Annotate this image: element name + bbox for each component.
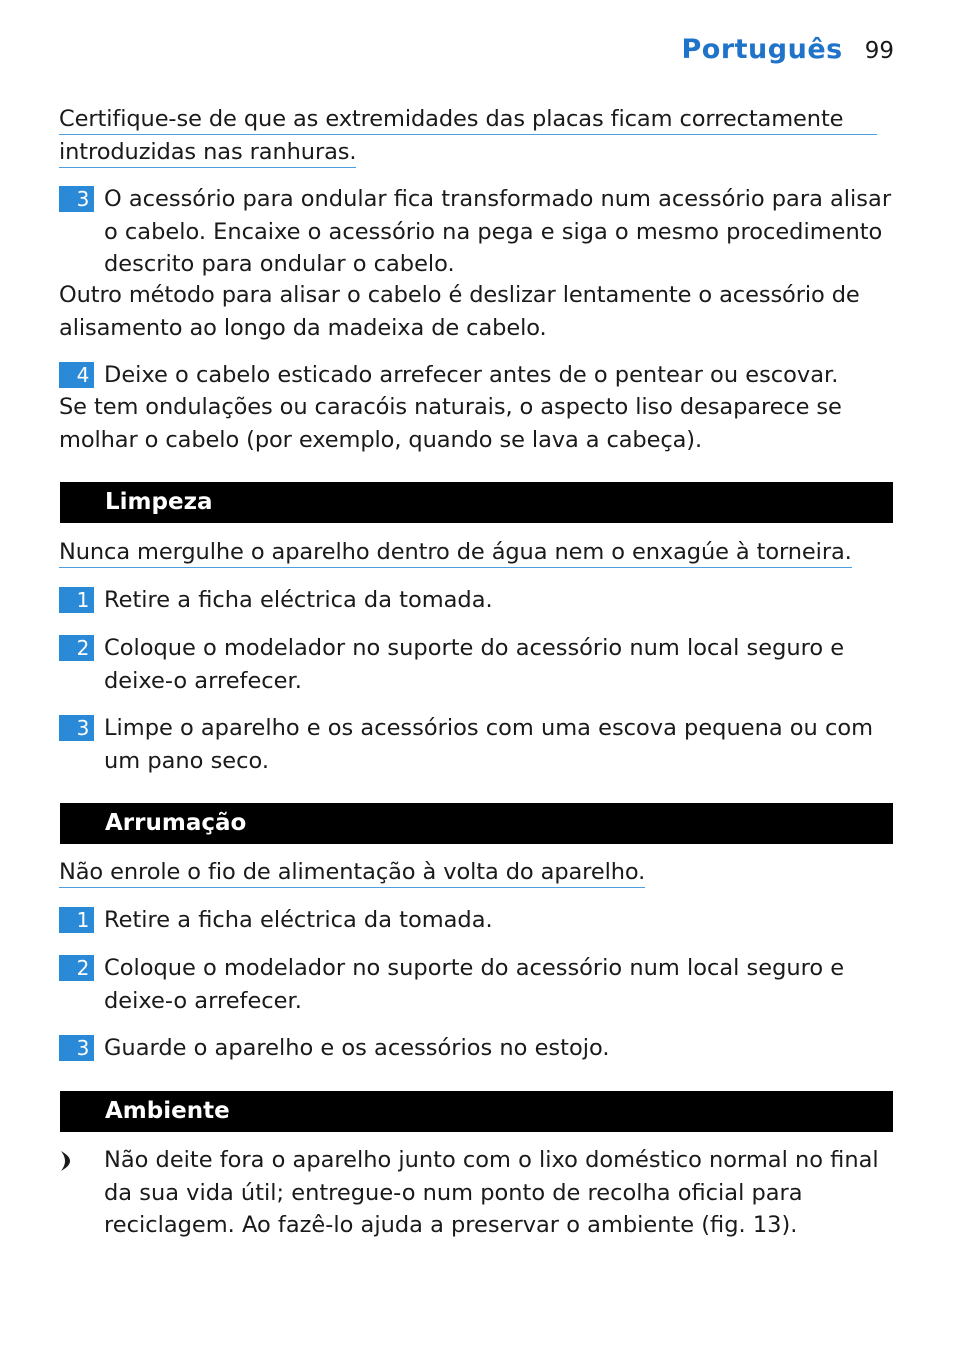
step-number-badge: 1 <box>59 587 94 613</box>
section-title-storage: Arrumação <box>60 803 893 844</box>
page-number: 99 <box>864 38 894 64</box>
step-3-top <box>59 183 894 281</box>
step-text: Limpe o aparelho e os acessórios com uma escova pequena ou com um pano seco. <box>104 715 873 774</box>
step-number-badge: 2 <box>59 955 94 981</box>
intro-warning-line1: Certifique-se de que as extremidades das placas ficam correctamente <box>59 104 877 135</box>
step-number-badge: 3 <box>59 1035 94 1061</box>
cleaning-warning: Nunca mergulhe o aparelho dentro de água nem o enxagúe à torneira. <box>59 536 852 569</box>
step-number-badge: 3 <box>59 186 94 212</box>
cleaning-step-2 <box>59 632 894 697</box>
environment-bullet <box>59 1144 894 1242</box>
section-title-environment: Ambiente <box>60 1091 893 1132</box>
storage-step-3 <box>59 1032 894 1065</box>
bullet-arrow-icon <box>59 1144 104 1242</box>
cleaning-step-3 <box>59 712 894 777</box>
step-text: Coloque o modelador no suporte do acessório num local seguro e deixe-o arrefecer. <box>104 955 845 1014</box>
note-straighten: Outro método para alisar o cabelo é deslizar lentamente o acessório de alisamento ao longo da madeixa de cabelo. <box>59 282 860 341</box>
page-header <box>682 34 895 65</box>
step-text: Retire a ficha eléctrica da tomada. <box>104 587 493 613</box>
step-number-badge: 4 <box>59 362 94 388</box>
step-text: Guarde o aparelho e os acessórios no estojo. <box>104 1035 610 1061</box>
language-label: Português <box>681 34 843 65</box>
step-text: O acessório para ondular fica transformado num acessório para alisar o cabelo. Encaixe o acessório na pega e siga o mesmo procedimento descrito para ondular o cabelo. <box>104 186 892 277</box>
storage-warning: Não enrole o fio de alimentação à volta do aparelho. <box>59 856 645 889</box>
step-number-badge: 2 <box>59 635 94 661</box>
cleaning-step-1 <box>59 584 894 617</box>
intro-warning-line2: introduzidas nas ranhuras. <box>59 137 356 168</box>
storage-step-1 <box>59 904 894 937</box>
step-text: Retire a ficha eléctrica da tomada. <box>104 907 493 933</box>
note-curls: Se tem ondulações ou caracóis naturais, o aspecto liso desaparece se molhar o cabelo (por exemplo, quando se lava a cabeça). <box>59 394 842 453</box>
step-4-top <box>59 359 894 392</box>
step-number-badge: 3 <box>59 715 94 741</box>
intro-warning <box>59 103 877 168</box>
step-text: Deixe o cabelo esticado arrefecer antes de o pentear ou escovar. <box>104 362 839 388</box>
storage-step-2 <box>59 952 894 1017</box>
step-text: Coloque o modelador no suporte do acessório num local seguro e deixe-o arrefecer. <box>104 635 845 694</box>
step-number-badge: 1 <box>59 907 94 933</box>
section-title-cleaning: Limpeza <box>60 482 893 523</box>
bullet-text: Não deite fora o aparelho junto com o lixo doméstico normal no final da sua vida útil; entregue-o num ponto de recolha oficial para reciclagem. Ao fazê-lo ajuda a preservar o ambiente (fig. 13). <box>104 1147 879 1238</box>
